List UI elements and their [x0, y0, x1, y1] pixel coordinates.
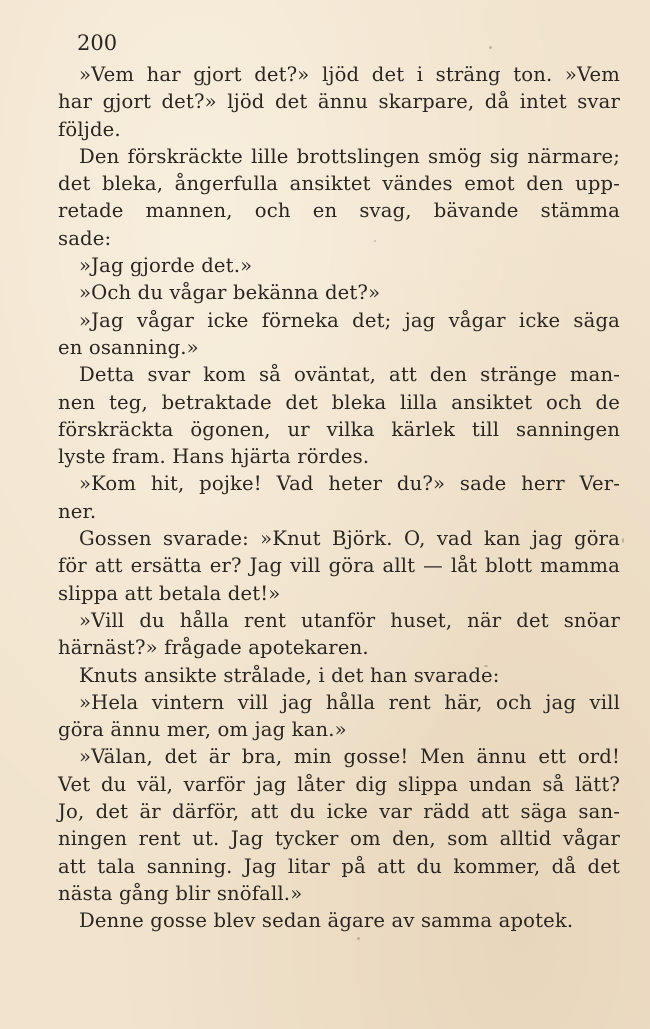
text-line: Jo, det är därför, att du icke var rädd att säga san- [58, 800, 620, 824]
paper-speck [489, 46, 492, 49]
text-line: följde. [58, 117, 121, 141]
paper-speck [622, 538, 624, 543]
paragraph [58, 662, 620, 689]
text-line: förskräckta ögonen, ur vilka kärlek till sanningen [58, 417, 620, 441]
text-line: »Vill du hålla rent utanför huset, när det snöar [79, 608, 620, 632]
text-line: »Hela vintern vill jag hålla rent här, och jag vill [79, 690, 620, 714]
paragraph [58, 607, 620, 662]
text-line: »Vem har gjort det?» ljöd det i sträng ton. »Vem [79, 63, 620, 86]
text-line: för att ersätta er? Jag vill göra allt — låt blott mamma [58, 554, 620, 578]
paper-speck [484, 665, 488, 667]
text-line: sade: [58, 226, 112, 250]
text-line: »Jag gjorde det.» [79, 254, 253, 278]
text-line: retade mannen, och en svag, bävande stämma [58, 199, 620, 223]
paper-speck [374, 240, 376, 242]
text-line: Gossen svarade: »Knut Björk. O, vad kan jag göra [79, 527, 620, 551]
text-line: Detta svar kom så oväntat, att den stränge man- [79, 363, 620, 387]
paragraph [58, 279, 620, 306]
text-line: Knuts ansikte strålade, i det han svarade: [79, 663, 500, 687]
text-line: nen teg, betraktade det bleka lilla ansiktet och de [58, 390, 620, 414]
text-line: ningen rent ut. Jag tycker om den, som alltid vågar [58, 827, 620, 851]
paragraph [58, 361, 620, 470]
text-line: att tala sanning. Jag litar på att du kommer, då det [58, 854, 620, 878]
paragraph [58, 61, 620, 143]
paragraph [58, 252, 620, 279]
text-line: Denne gosse blev sedan ägare av samma apotek. [79, 909, 574, 933]
text-line: Vet du väl, varför jag låter dig slippa undan så lätt? [58, 772, 620, 796]
page-number: 200 [77, 31, 118, 55]
text-line: Den förskräckte lille brottslingen smög sig närmare; [79, 144, 620, 168]
text-line: slippa att betala det!» [58, 581, 281, 605]
text-line: nästa gång blir snöfall.» [58, 881, 303, 905]
text-line: lyste fram. Hans hjärta rördes. [58, 445, 370, 469]
text-line: »Jag vågar icke förneka det; jag vågar icke säga [79, 308, 620, 332]
paragraph [58, 743, 620, 907]
paragraph [58, 307, 620, 362]
text-line: »Och du vågar bekänna det?» [79, 281, 381, 305]
paper-speck [357, 937, 360, 940]
body-text [58, 61, 620, 935]
paragraph [58, 907, 620, 934]
paragraph [58, 470, 620, 525]
text-line: det bleka, ångerfulla ansiktet vändes emot den upp- [58, 172, 620, 196]
text-line: göra ännu mer, om jag kan.» [58, 718, 347, 742]
paragraph [58, 689, 620, 744]
text-line: en osanning.» [58, 335, 199, 359]
text-line: »Kom hit, pojke! Vad heter du?» sade herr Ver- [79, 472, 620, 496]
text-line: härnäst?» frågade apotekaren. [58, 636, 369, 660]
text-line: har gjort det?» ljöd det ännu skarpare, då intet svar [58, 90, 620, 114]
text-line: »Välan, det är bra, min gosse! Men ännu ett ord! [79, 745, 620, 769]
paragraph [58, 525, 620, 607]
paragraph [58, 143, 620, 252]
text-line: ner. [58, 499, 97, 523]
